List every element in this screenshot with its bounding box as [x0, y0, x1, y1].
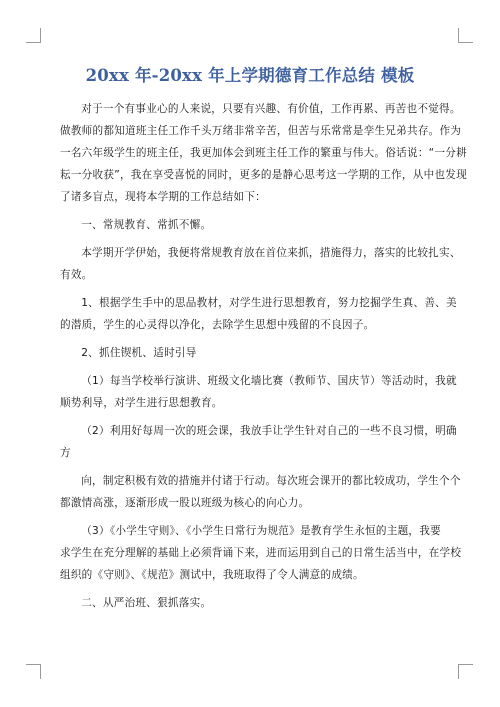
- paragraph: [60, 242, 461, 286]
- crop-mark-bottom-left: [26, 664, 41, 679]
- paragraph: [60, 420, 457, 464]
- paragraph-line: 有效。: [60, 269, 93, 281]
- paragraph-line: 组织的《守则》、《规范》测试中，我班取得了令人满意的成绩。: [60, 569, 364, 581]
- paragraph: [60, 342, 444, 364]
- paragraph-line: 一、常规教育、常抓不懈。: [81, 219, 212, 231]
- paragraph-line: 本学期开学伊始，我便将常规教育放在首位来抓，措施得力，落实的比较扎实、: [81, 247, 461, 259]
- paragraph: [60, 214, 444, 236]
- paragraph: [60, 520, 462, 586]
- paragraph: [60, 98, 467, 208]
- crop-mark-top-left: [26, 28, 41, 43]
- paragraph: [60, 592, 444, 614]
- paragraph-line: 2、抓住锲机、适时引导: [81, 347, 197, 359]
- paragraph-line: 了诸多盲点，现将本学期的工作总结如下：: [60, 191, 267, 203]
- paragraph-line: 1、根据学生手中的思品教材，对学生进行思想教育，努力挖掘学生真、善、美: [81, 297, 457, 309]
- paragraph: [60, 370, 457, 414]
- paragraph-line: （3）《小学生守则》、《小学生日常行为规范》是教育学生永恒的主题，我要: [81, 525, 441, 537]
- paragraph-line: 求学生在充分理解的基础上必须背诵下来，进而运用到自己的日常生活当中，在学校: [60, 547, 462, 559]
- paragraph: [60, 470, 461, 514]
- paragraph-line: （1）每当学校举行演讲、班级文化墙比赛（教师节、国庆节）等活动时，我就: [81, 375, 457, 387]
- document-body: [60, 98, 467, 620]
- crop-mark-top-right: [458, 28, 473, 43]
- document-title: 20xx 年-20xx 年上学期德育工作总结 模板: [85, 66, 415, 85]
- paragraph-line: 的潜质，学生的心灵得以净化，去除学生思想中残留的不良因子。: [60, 319, 375, 331]
- paragraph-line: 方: [60, 447, 71, 459]
- paragraph-line: 一名六年级学生的班主任，我更加体会到班主任工作的繁重与伟大。俗话说：“一分耕: [60, 147, 467, 159]
- paragraph-line: 对于一个有事业心的人来说，只要有兴趣、有价值，工作再累、再苦也不觉得。: [81, 103, 461, 115]
- paragraph-line: 做教师的都知道班主任工作千头万绪非常辛苦，但苦与乐常常是孪生兄弟共存。作为: [60, 125, 462, 137]
- paragraph-line: 顺势利导，对学生进行思想教育。: [60, 397, 223, 409]
- crop-mark-bottom-right: [458, 664, 473, 679]
- paragraph: [60, 292, 457, 336]
- paragraph-line: 向，制定积极有效的措施并付诸于行动。每次班会课开的都比较成功，学生个个: [81, 475, 461, 487]
- paragraph-line: 都激情高涨，逐渐形成一股以班级为核心的向心力。: [60, 497, 310, 509]
- paragraph-line: （2）利用好每周一次的班会课，我放手让学生针对自己的一些不良习惯，明确: [81, 425, 457, 437]
- paragraph-line: 二、从严治班、狠抓落实。: [81, 597, 212, 609]
- paragraph-line: 耘一分收获”，我在享受喜悦的同时，更多的是静心思考这一学期的工作，从中也发现: [60, 169, 467, 181]
